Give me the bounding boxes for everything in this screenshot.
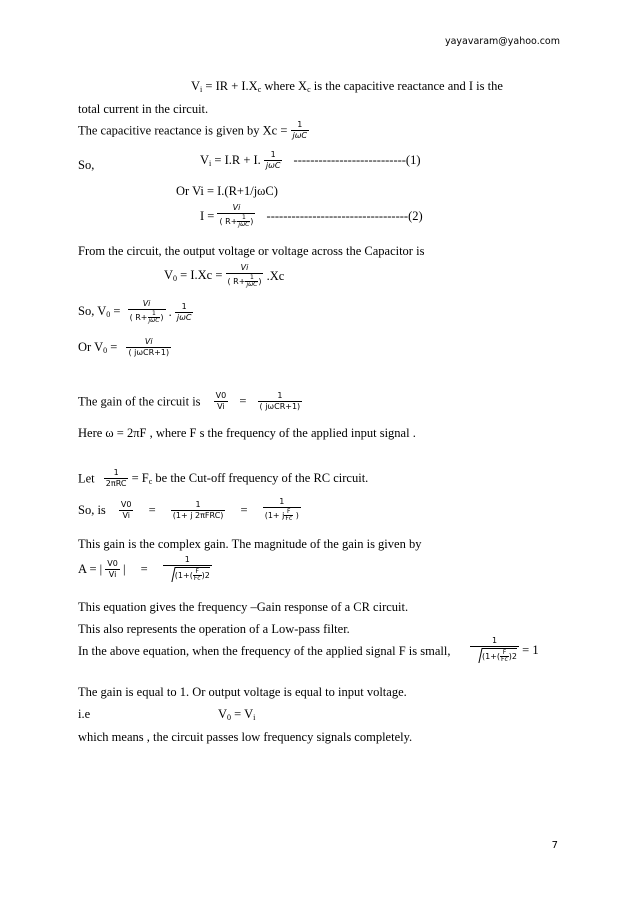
text: c [148,476,153,486]
numerator: 1 [249,274,254,281]
text: c [257,85,262,94]
equation-v0 [164,264,284,288]
text: i [200,85,203,94]
text: ) [293,511,299,520]
text: I = [200,208,215,223]
denominator [263,507,301,522]
denominator: jωC [238,221,250,228]
equation-number: ----------------------------------(2) [266,208,423,223]
paragraph-line: Here ω = 2πF , where F s the frequency of the applied input signal . [78,426,416,440]
fraction [226,264,264,288]
fraction [264,151,283,170]
text: = 1 [522,642,539,657]
numerator: 1 [491,636,498,645]
numerator: 1 [241,214,246,221]
capacitive-reactance-line [78,121,309,140]
fraction-inner [148,310,164,324]
denominator: 2πRC [105,479,127,488]
text: Let [78,471,95,486]
denominator [217,213,255,228]
fraction [217,204,255,228]
text: ( R+ [219,217,238,226]
text: So, is [78,502,106,517]
denominator [226,273,264,288]
text: 0 [103,345,108,355]
text: where X [261,79,308,93]
numerator: 1 [113,468,119,477]
text: = F [131,470,149,485]
text: = [148,502,156,517]
radicand [175,567,210,582]
text: = I.Xc = [177,268,223,282]
text: | [122,561,126,576]
text: .Xc [266,268,285,283]
text: i [253,713,256,722]
text: So, V [78,304,107,318]
fraction [126,338,171,357]
paragraph-line: This equation gives the frequency –Gain response of a CR circuit. [78,600,409,614]
square-root [472,648,517,663]
text: V [200,152,210,167]
text: The gain of the circuit is [78,394,201,409]
label-so: So, [78,158,95,172]
fraction-inner [245,275,258,288]
numerator: 1 [181,301,187,311]
equation-or: Or Vi = I.(R+1/jωC) [176,184,278,198]
numerator: Vi [144,337,153,346]
text: The capacitive reactance is given by Xc = [78,123,288,138]
paragraph-line: total current in the circuit. [78,102,209,116]
label-ie: i.e [78,707,91,721]
numerator: 1 [279,497,285,506]
fraction [258,392,303,411]
numerator: 1 [184,555,190,564]
equation-gain [78,392,302,411]
paragraph-line: From the circuit, the output voltage or voltage across the Capacitor is [78,244,425,258]
text: = IR + I.X [202,79,258,93]
denominator [128,309,166,324]
text: is the capacitive reactance and I is the [310,79,503,93]
text: = I.R + I. [211,152,261,167]
fraction [105,560,120,579]
text: A = | [78,561,103,576]
text: ) [258,277,262,286]
equation-magnitude [78,556,212,582]
text: c [307,85,311,94]
paragraph-line: This also represents the operation of a Low-pass filter. [78,622,350,636]
text: 0 [173,274,178,283]
equation-let [78,469,368,488]
fraction-inner [500,650,509,663]
radicand [482,648,517,663]
numerator: 1 [297,120,303,129]
paragraph-line: This gain is the complex gain. The magnitude of the gain is given by [78,537,422,551]
equation-1 [200,151,421,170]
header-email: yayavaram@yahoo.com [444,36,560,47]
fraction [104,469,129,488]
text: = [140,561,148,576]
numerator: F [195,568,199,575]
fraction [263,498,301,522]
numerator: Vi [232,203,241,212]
denominator: jωC [148,317,160,324]
equation-number: ---------------------------(1) [293,153,421,168]
denominator: jωC [246,281,258,288]
denominator: ( jωCR+1) [259,402,301,411]
text: (1+( [482,652,501,661]
equation-so-is [78,498,301,522]
text: V [164,268,174,282]
text: Or V [78,339,104,354]
numerator: 1 [277,391,283,400]
denominator: jωC [292,131,308,140]
numerator: 1 [270,150,276,159]
text: = [110,304,121,318]
numerator: V0 [215,391,227,400]
numerator: F [287,508,291,515]
denominator: ( jωCR+1) [128,348,170,357]
fraction [119,501,134,520]
denominator: (1+ j 2πFRC) [172,510,224,520]
fraction [291,121,310,140]
fraction-inner [193,569,202,582]
denominator: Fc [285,515,293,522]
text: )2 [201,571,210,580]
text: = [107,339,118,354]
equation-unity [470,637,539,663]
fraction-inner [284,509,293,522]
text: (1+( [174,571,193,580]
numerator: V0 [120,499,132,509]
fraction [163,556,212,582]
paragraph-line: In the above equation, when the frequency of the applied signal F is small, [78,644,451,658]
square-root [165,567,210,582]
text: = [240,502,248,517]
denominator [470,646,519,663]
text: (1+ j [264,511,285,520]
text: )2 [508,652,518,661]
text: be the Cut-off frequency of the RC circuit. [152,470,369,485]
numerator: Vi [142,299,151,308]
fraction [175,303,194,322]
numerator: Vi [240,263,249,272]
denominator: Vi [105,569,120,579]
denominator: Fc [501,656,508,663]
text: . [168,304,172,319]
equation-2 [200,204,423,228]
numerator: V0 [107,558,118,568]
text: = [239,394,247,409]
fraction [171,501,226,520]
equation-vi-line [191,80,503,94]
denominator: jωC [176,312,192,322]
text: ) [250,217,254,226]
equation-or-v0 [78,338,171,357]
text: V [218,707,228,721]
numerator: F [502,649,507,656]
denominator: Fc [193,575,201,582]
fraction [470,637,519,663]
text: 0 [227,713,232,722]
text: ( R+ [227,277,246,286]
equation-v0-vi [218,708,255,722]
paragraph-line: The gain is equal to 1. Or output voltage is equal to input voltage. [78,685,407,699]
text: ) [160,313,164,322]
numerator: 1 [152,310,156,317]
page-number: 7 [551,840,558,851]
fraction [128,300,166,324]
text: i [209,158,212,168]
denominator: Vi [119,510,134,520]
paragraph-line: which means , the circuit passes low frequency signals completely. [78,730,413,744]
text: ( R+ [129,313,148,322]
text: 0 [106,310,111,319]
text: = V [231,707,254,721]
fraction [214,392,229,411]
numerator: 1 [195,499,201,509]
denominator: jωC [265,161,281,170]
equation-so-v0 [78,300,193,324]
denominator [163,565,212,582]
text: V [191,79,201,93]
fraction-inner [237,215,250,228]
denominator: Vi [214,401,229,411]
